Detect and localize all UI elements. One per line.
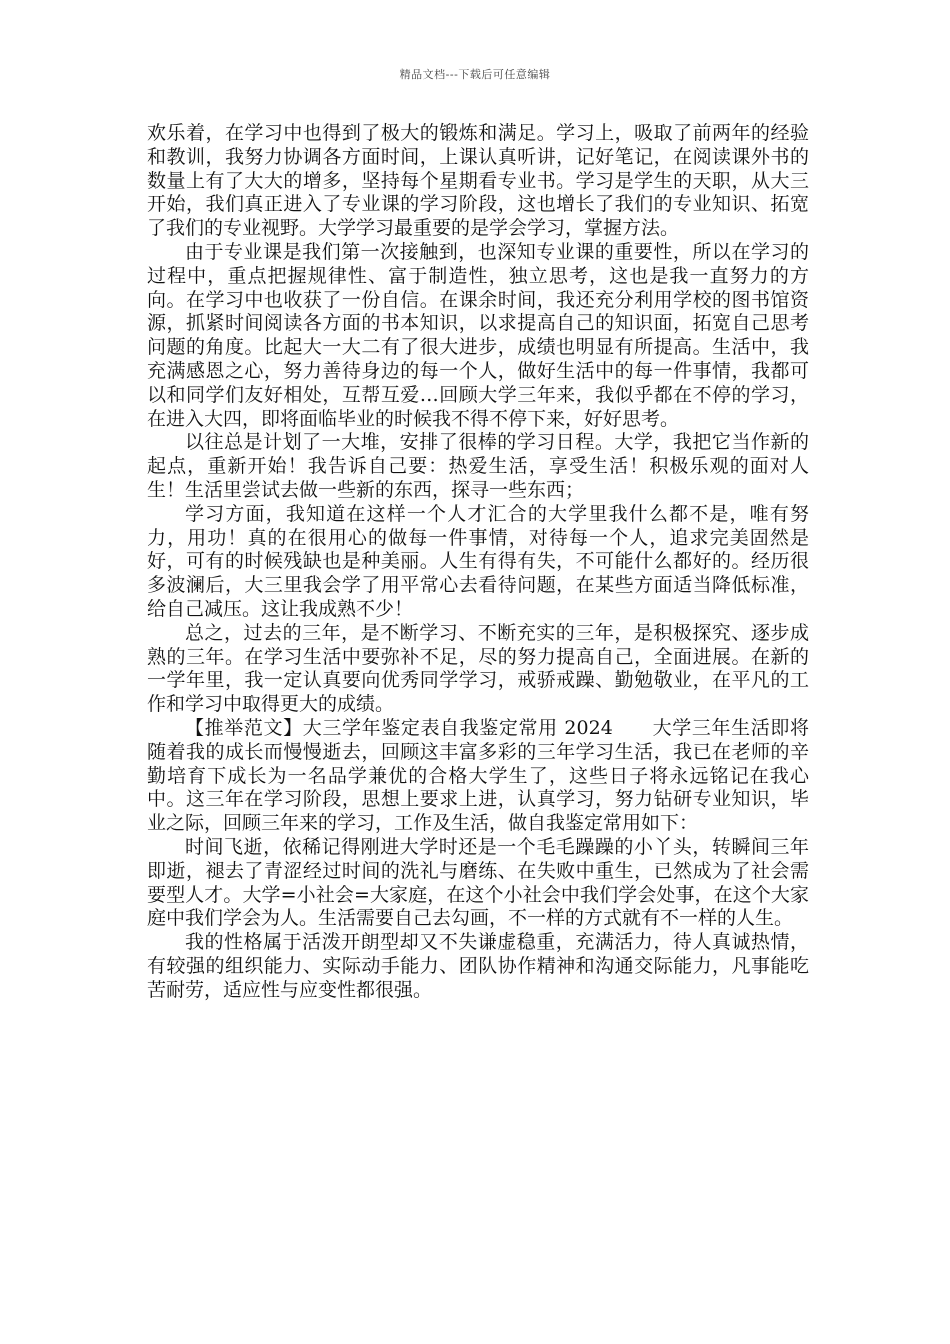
paragraph-3: 以往总是计划了一大堆，安排了很棒的学习日程。大学，我把它当作新的起点，重新开始！我告诉自己要：热爱生活，享受生活！积极乐观的面对人生！生活里尝试去做一些新的东西，探寻一些东西； [147,431,809,501]
paragraph-1: 欢乐着，在学习中也得到了极大的锻炼和满足。学习上，吸取了前两年的经验和教训，我努力协调各方面时间，上课认真听讲，记好笔记，在阅读课外书的数量上有了大大的增多，坚持每个星期看专业书。学习是学生的天职，从大三开始，我们真正进入了专业课的学习阶段，这也增长了我们的专业知识、拓宽了我们的专业视野。大学学习最重要的是学会学习，掌握方法。 [147,122,809,240]
paragraph-6: 【推举范文】大三学年鉴定表自我鉴定常用 2024 大学三年生活即将随着我的成长而慢慢逝去，回顾这丰富多彩的三年学习生活，我已在老师的辛勤培育下成长为一名品学兼优的合格大学生了，这些日子将永远铭记在我心中。这三年在学习阶段，思想上要求上进，认真学习，努力钻研专业知识，毕业之际，回顾三年来的学习，工作及生活，做自我鉴定常用如下： [147,716,809,835]
paragraph-5: 总之，过去的三年，是不断学习、不断充实的三年，是积极探究、逐步成熟的三年。在学习生活中要弥补不足，尽的努力提高自己，全面进展。在新的一学年里，我一定认真要向优秀同学学习，戒骄戒躁、勤勉敬业，在平凡的工作和学习中取得更大的成绩。 [147,621,809,716]
document-body [147,122,809,1002]
paragraph-2: 由于专业课是我们第一次接触到，也深知专业课的重要性，所以在学习的过程中，重点把握规律性、富于制造性，独立思考，这也是我一直努力的方向。在学习中也收获了一份自信。在课余时间，我还充分利用学校的图书馆资源，抓紧时间阅读各方面的书本知识，以求提高自己的知识面，拓宽自己思考问题的角度。比起大一大二有了很大进步，成绩也明显有所提高。生活中，我充满感恩之心，努力善待身边的每一个人，做好生活中的每一件事情，我都可以和同学们友好相处，互帮互爱…回顾大学三年来，我似乎都在不停的学习，在进入大四，即将面临毕业的时候我不得不停下来，好好思考。 [147,240,809,430]
paragraph-8: 我的性格属于活泼开朗型却又不失谦虚稳重，充满活力，待人真诚热情，有较强的组织能力、实际动手能力、团队协作精神和沟通交际能力，凡事能吃苦耐劳，适应性与应变性都很强。 [147,931,809,1001]
page-header: 精品文档---下载后可任意编辑 [399,68,551,81]
paragraph-7: 时间飞逝，依稀记得刚进大学时还是一个毛毛躁躁的小丫头，转瞬间三年即逝，褪去了青涩经过时间的洗礼与磨练、在失败中重生，已然成为了社会需要型人才。大学=小社会=大家庭，在这个小社会中我们学会处事，在这个大家庭中我们学会为人。生活需要自己去勾画，不一样的方式就有不一样的人生。 [147,835,809,930]
paragraph-4: 学习方面，我知道在这样一个人才汇合的大学里我什么都不是，唯有努力，用功！真的在很用心的做每一件事情，对待每一个人，追求完美固然是好，可有的时候残缺也是种美丽。人生有得有失，不可能什么都好的。经历很多波澜后，大三里我会学了用平常心去看待问题，在某些方面适当降低标准，给自己减压。这让我成熟不少！ [147,502,809,620]
